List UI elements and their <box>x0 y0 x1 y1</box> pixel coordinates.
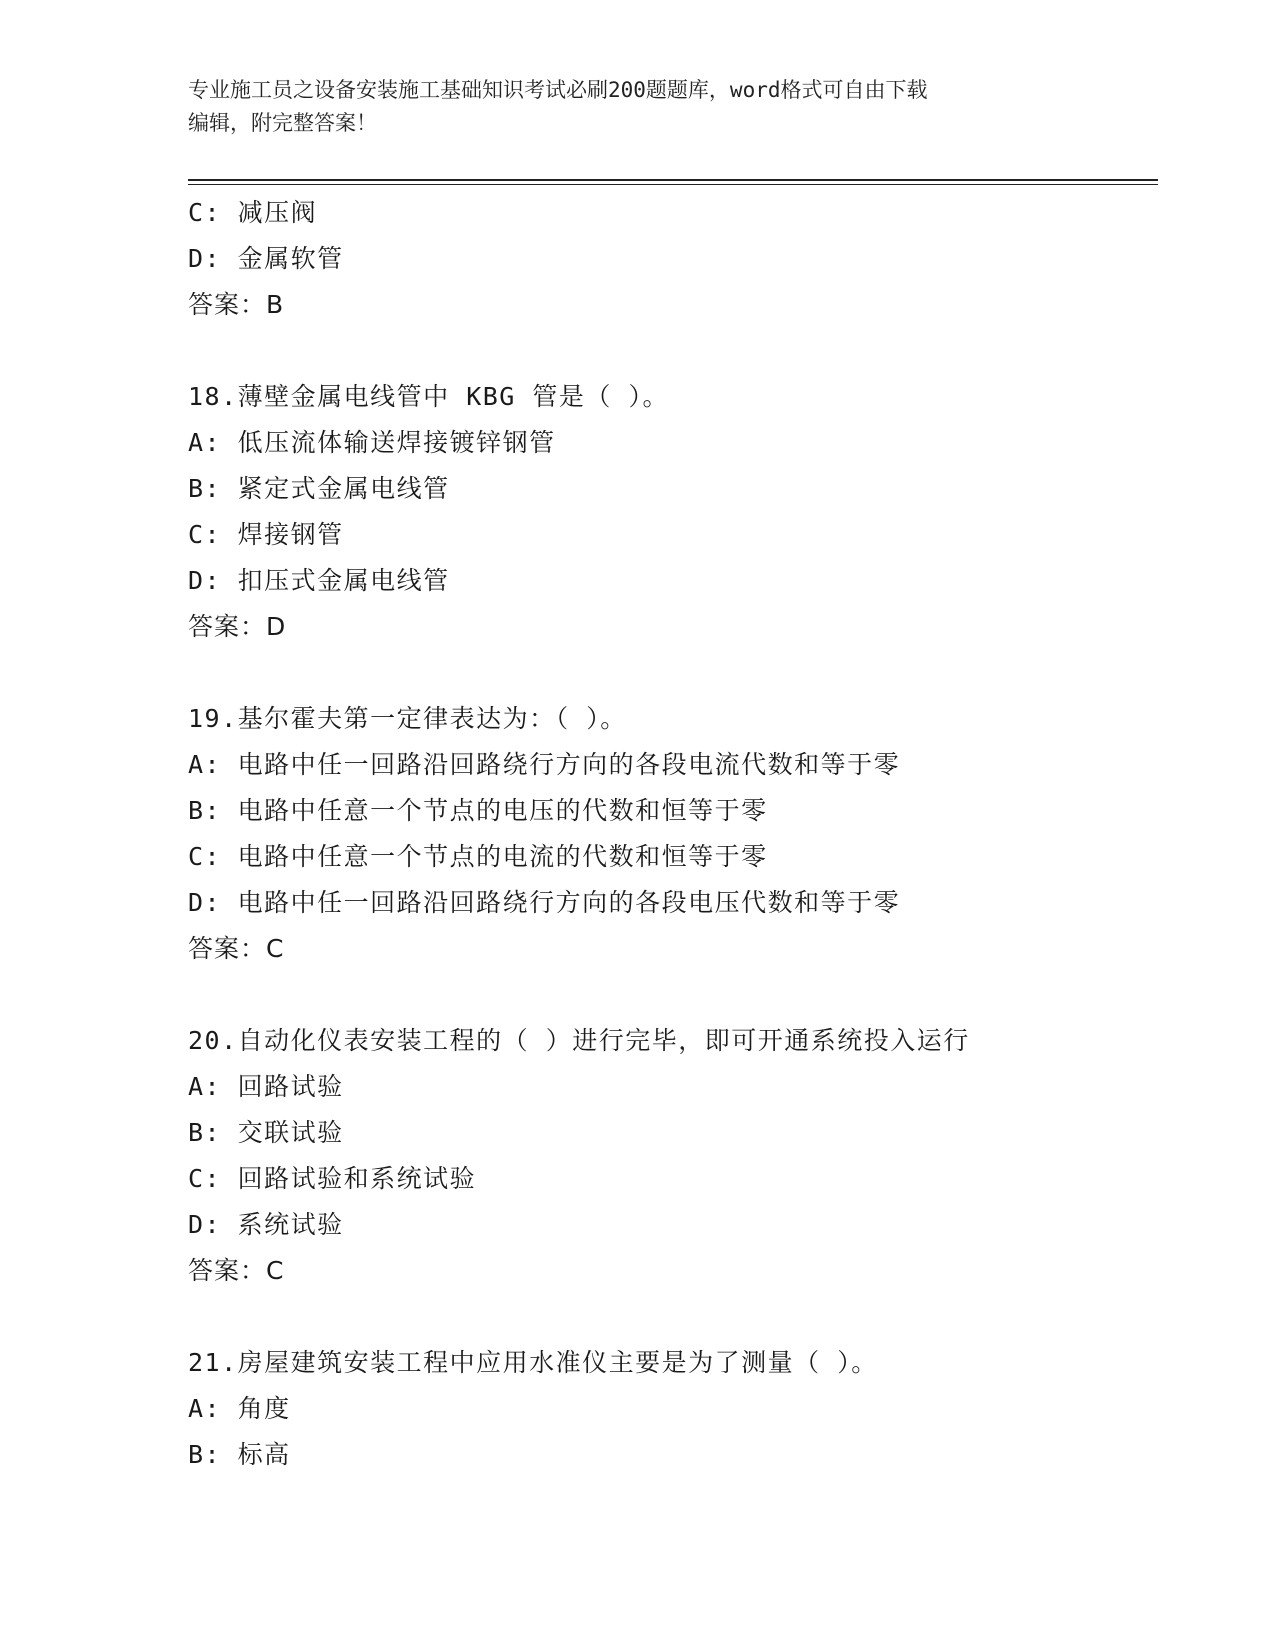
answer: 答案：C <box>188 1256 285 1285</box>
option-c: C: 回路试验和系统试验 <box>188 1164 477 1193</box>
option-b: B: 交联试验 <box>188 1118 344 1147</box>
header-divider <box>188 179 1158 181</box>
answer: 答案：C <box>188 934 285 963</box>
option-c: C: 焊接钢管 <box>188 520 344 549</box>
question-block <box>188 1018 1168 1294</box>
option-b: B: 标高 <box>188 1440 291 1469</box>
option-c: C: 电路中任意一个节点的电流的代数和恒等于零 <box>188 842 768 871</box>
question-block <box>188 696 1168 972</box>
question-list <box>188 190 1168 1478</box>
header-divider-thin <box>188 184 1158 185</box>
option-a: A: 回路试验 <box>188 1072 344 1101</box>
option-d: D: 电路中任一回路沿回路绕行方向的各段电压代数和等于零 <box>188 888 901 917</box>
header-line-2: 编辑，附完整答案！ <box>188 111 377 135</box>
question-text: 20.自动化仪表安装工程的（ ）进行完毕，即可开通系统投入运行 <box>188 1026 970 1055</box>
option-d: D: 扣压式金属电线管 <box>188 566 450 595</box>
option-a: A: 角度 <box>188 1394 291 1423</box>
option-d: D: 系统试验 <box>188 1210 344 1239</box>
option-b: B: 紧定式金属电线管 <box>188 474 450 503</box>
option-b: B: 电路中任意一个节点的电压的代数和恒等于零 <box>188 796 768 825</box>
option-a: A: 电路中任一回路沿回路绕行方向的各段电流代数和等于零 <box>188 750 901 779</box>
question-text: 18.薄壁金属电线管中 KBG 管是（ ）。 <box>188 382 669 411</box>
question-block <box>188 374 1168 650</box>
option-d: D: 金属软管 <box>188 244 344 273</box>
answer: 答案：B <box>188 290 285 319</box>
header-line-1: 专业施工员之设备安装施工基础知识考试必刷200题题库，word格式可自由下载 <box>188 78 928 102</box>
question-block <box>188 190 1168 328</box>
answer: 答案：D <box>188 612 287 641</box>
question-text: 21.房屋建筑安装工程中应用水准仪主要是为了测量（ ）。 <box>188 1348 878 1377</box>
document-header <box>188 74 1088 140</box>
option-a: A: 低压流体输送焊接镀锌钢管 <box>188 428 556 457</box>
option-c: C: 减压阀 <box>188 198 318 227</box>
question-text: 19.基尔霍夫第一定律表达为：（ ）。 <box>188 704 627 733</box>
question-block <box>188 1340 1168 1478</box>
